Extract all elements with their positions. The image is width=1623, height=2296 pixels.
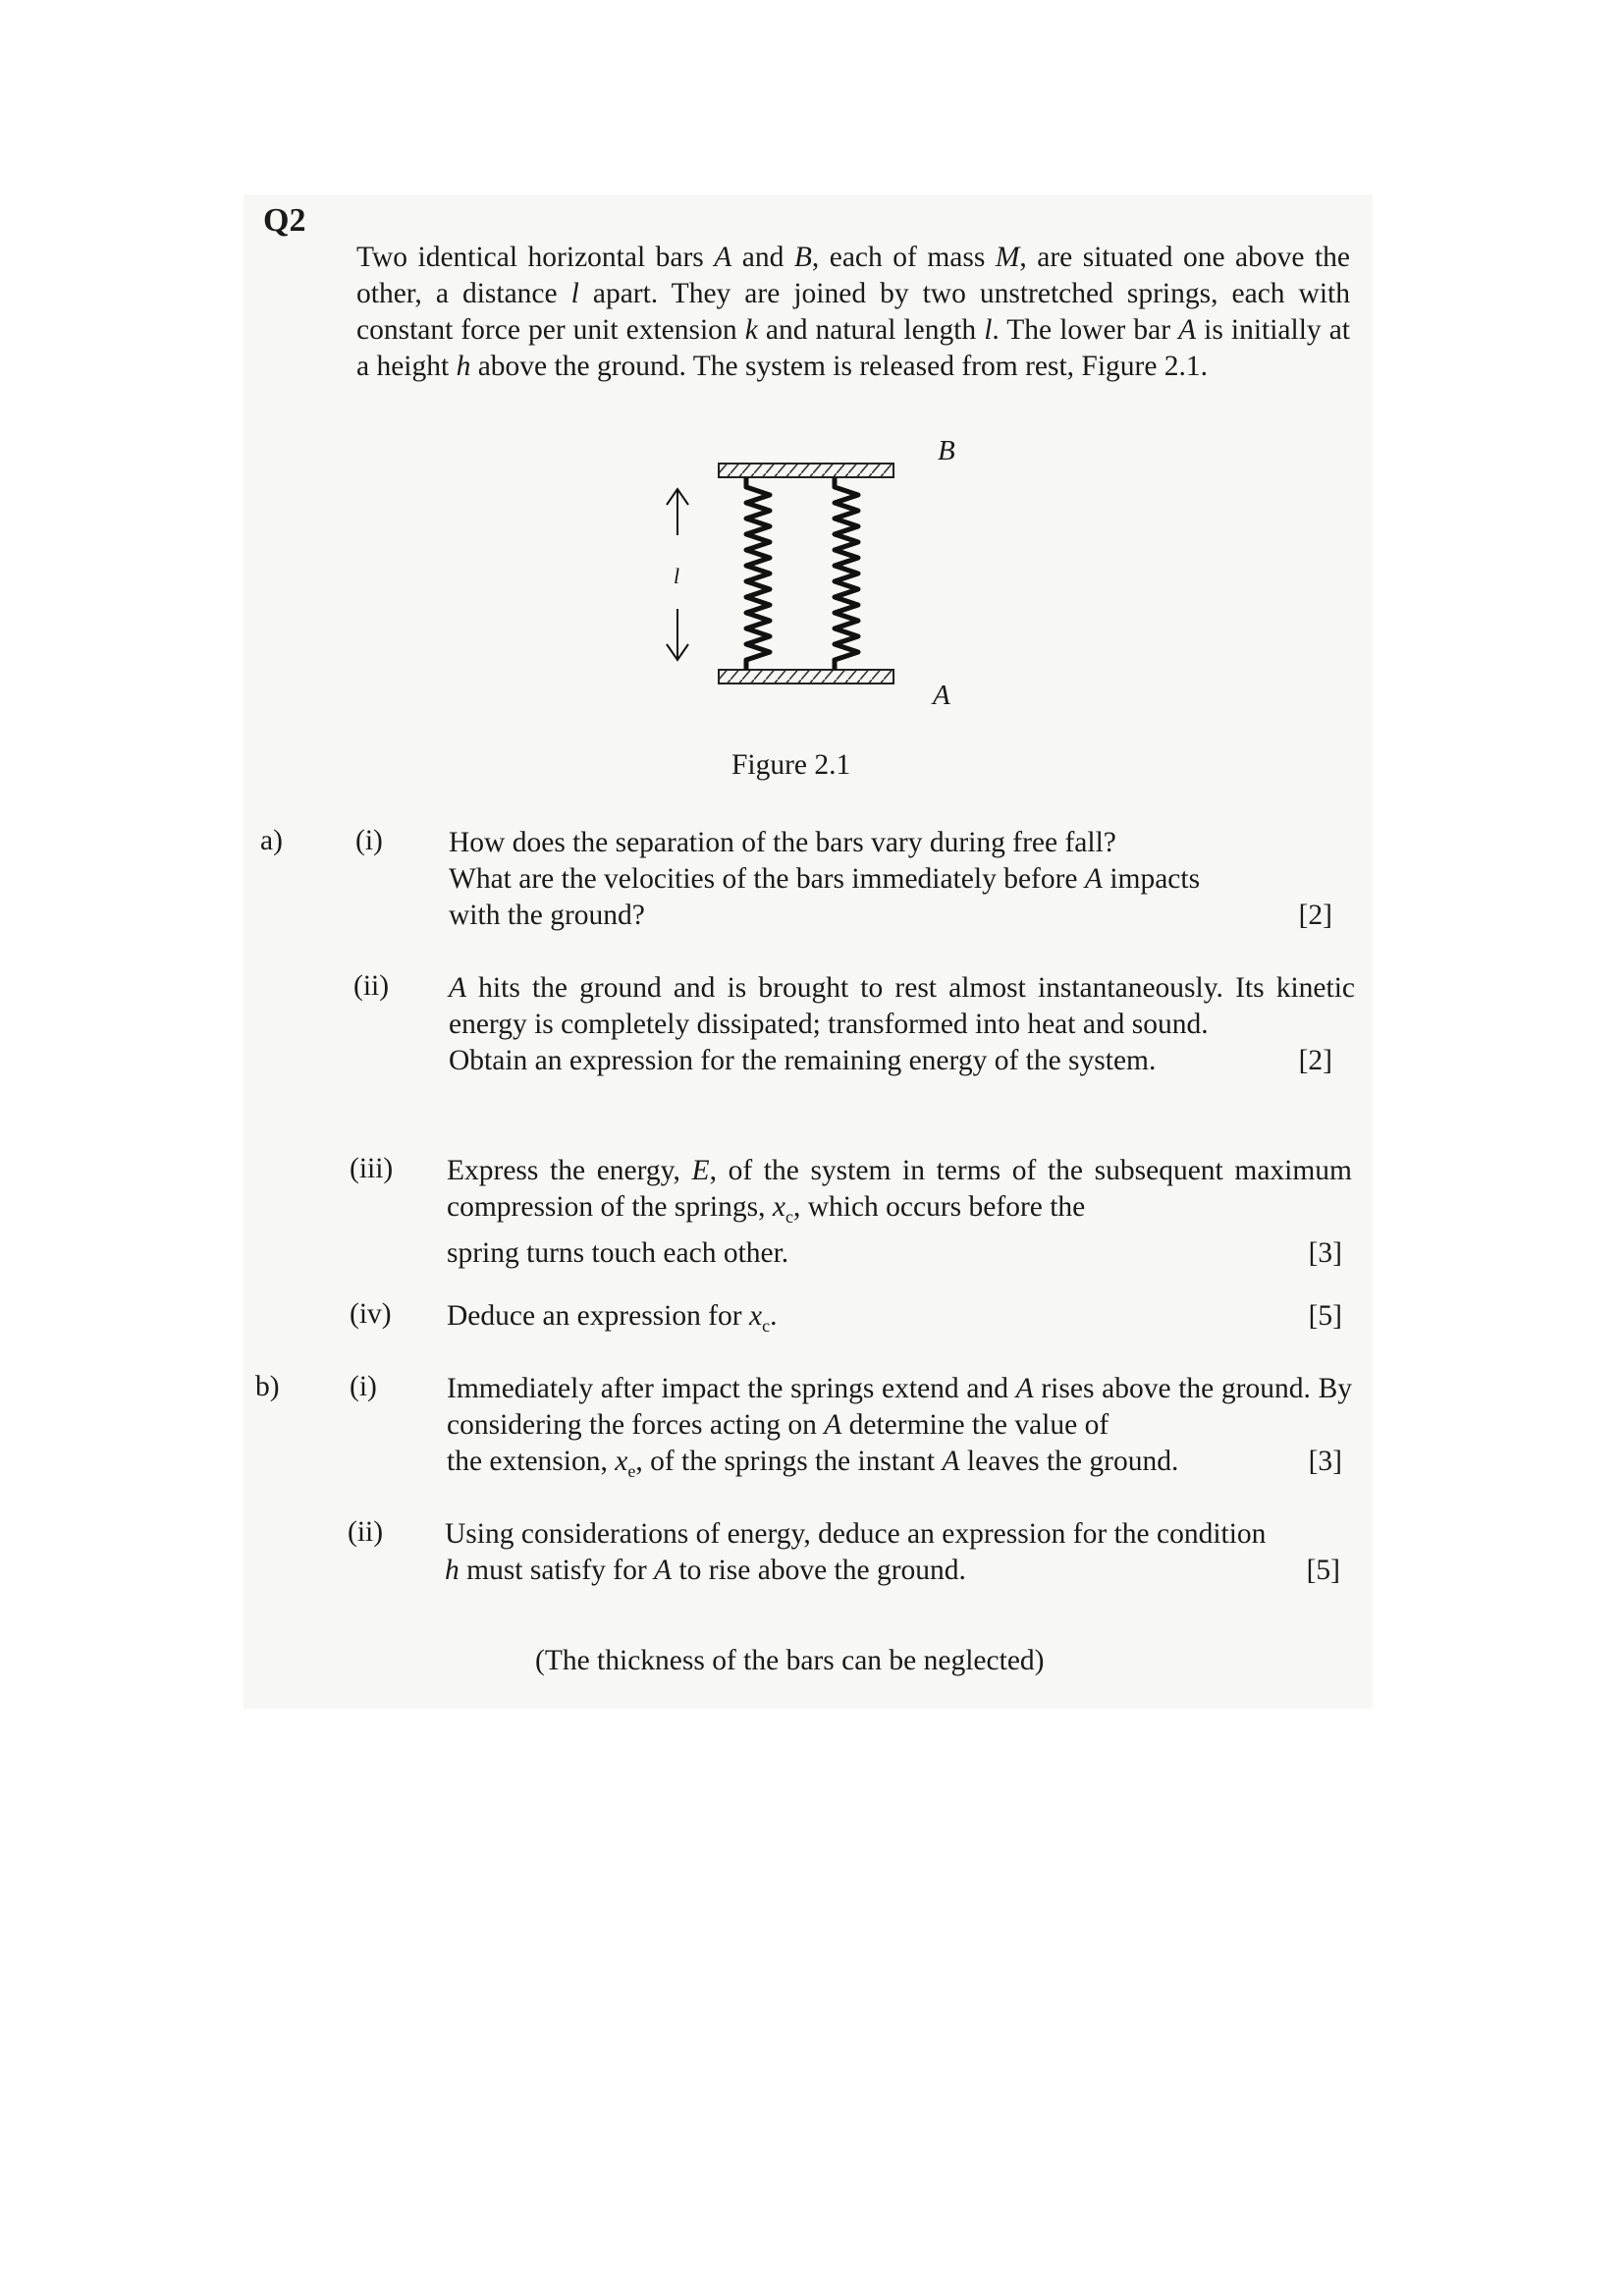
part-a-iv-text: Deduce an expression for $x_c$. [5] [447, 1298, 1342, 1344]
marks-a-ii: [2] [1298, 1045, 1332, 1076]
bar-b-label: B [938, 435, 955, 466]
part-b-label: b) [255, 1371, 280, 1402]
bar-b [719, 464, 893, 477]
part-b-ii-text: Using considerations of energy, deduce an expression for the condition h must satisfy for A to rise above the ground. [5] [445, 1516, 1340, 1589]
bar-a [719, 670, 893, 683]
part-b-i-text: Immediately after impact the springs extend and A rises above the ground. By considering the forces acting on A determine the value of the extension, $x_e$, of the springs the instant A leaves the ground. [3] [447, 1371, 1352, 1490]
length-label: l [674, 564, 680, 588]
marks-b-i: [3] [1308, 1446, 1342, 1477]
part-a-i-text: How does the separation of the bars vary during free fall? What are the velocities of the bars immediately before A impacts with the ground? [2] [449, 825, 1332, 934]
marks-a-i: [2] [1298, 900, 1332, 931]
part-a-ii-label: (ii) [353, 970, 390, 1002]
question-number: Q2 [263, 202, 306, 239]
bar-a-label: A [933, 680, 950, 711]
part-a-iv-label: (iv) [350, 1298, 392, 1330]
left-spring [746, 477, 770, 670]
figure-caption: Figure 2.1 [731, 749, 851, 781]
part-a-iii-label: (iii) [350, 1153, 394, 1184]
part-a-i-label: (i) [355, 825, 383, 856]
part-a-label: a) [260, 825, 283, 856]
right-spring [835, 477, 858, 670]
part-b-i-label: (i) [350, 1371, 377, 1402]
marks-a-iv: [5] [1308, 1300, 1342, 1332]
part-a-ii-text: A hits the ground and is brought to rest almost instantaneously. Its kinetic energy is completely dissipated; transformed into heat and sound. Obtain an expression for the remaining energy of the system. [2] [449, 970, 1355, 1079]
marks-b-ii: [5] [1306, 1555, 1340, 1586]
footnote: (The thickness of the bars can be neglected) [535, 1645, 1045, 1676]
part-b-ii-label: (ii) [348, 1516, 384, 1548]
spring-bars-figure [648, 432, 982, 717]
marks-a-iii: [3] [1308, 1236, 1342, 1269]
question-intro: Two identical horizontal bars A and B, each of mass M, are situated one above the other, a distance l apart. They are joined by two unstretched springs, each with constant force per unit extension k and natural length l. The lower bar A is initially at a height h above the ground. The system is released from rest, Figure 2.1. [356, 242, 1351, 382]
part-a-iii-text: Express the energy, E, of the system in terms of the subsequent maximum compression of the springs, $x_c$, which occurs before the spring turns touch each other. [3] [447, 1153, 1352, 1272]
